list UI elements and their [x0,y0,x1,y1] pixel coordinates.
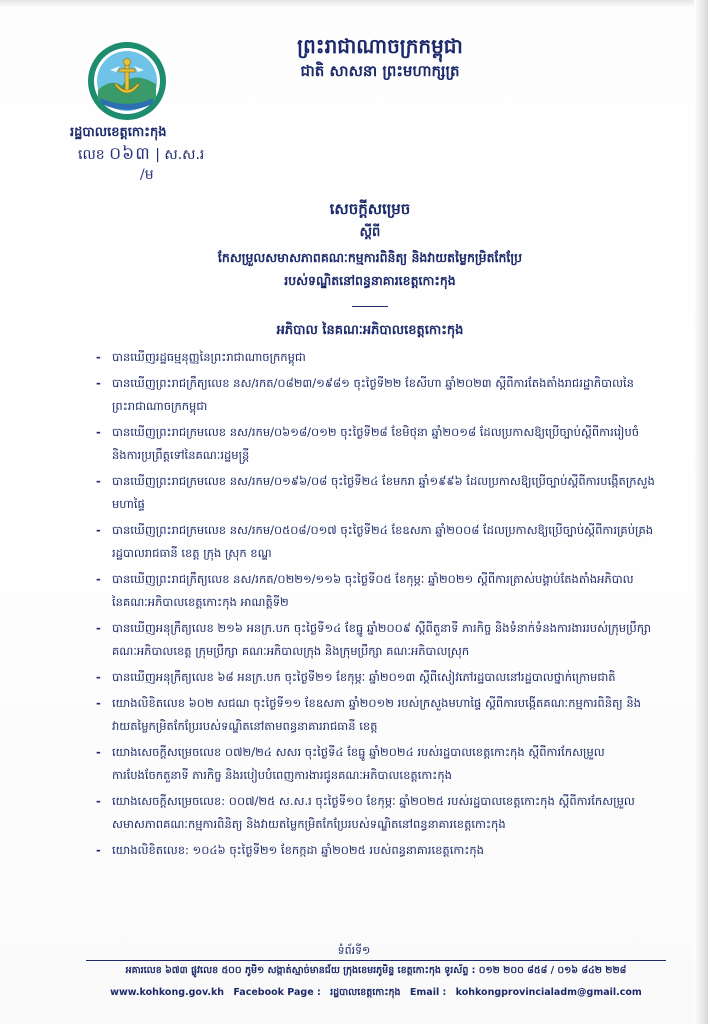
reference-handwritten-number: ០៦៣ [109,144,151,164]
governor-heading: អភិបាល នៃគណៈអភិបាលខេត្តកោះកុង [276,323,464,338]
list-item: - យោងលិខិតលេខ ៦០២ សជណ ចុះថ្ងៃទី១១ ខែឧសភា ឆ្នាំ២០១២ របស់ក្រសួងមហាផ្ទៃ ស្តីពីការបង្កើតគណៈកម្មការពិនិត្យ និងវាយតម្លៃកម្រិតកែប្រែរបស់ទណ្ឌិតនៅតាមពន្ធនាគាររាជធានី ខេត្ត [96,696,641,733]
handwritten-mark: /ម [140,167,154,183]
facebook-page-link[interactable]: រដ្ឋបាលខេត្តកោះកុង [330,987,401,998]
website-link[interactable]: www.kohkong.gov.kh [110,987,225,998]
list-item: - បានឃើញអនុក្រឹត្យលេខ ៦៨ អនក្រ.បក ចុះថ្ងៃទី២១ ខែកុម្ភៈ ឆ្នាំ២០១៣ ស្តីពីសៀវភៅរដ្ឋបាលនៅរដ្ឋបាលថ្នាក់ក្រោមជាតិ [96,670,616,684]
list-item: - បានឃើញព្រះរាជក្រឹត្យលេខ នស/រកត/០៨២៣/១៩៨១ ចុះថ្ងៃទី២២ ខែសីហា ឆ្នាំ២០២៣ ស្តីពីការតែងតាំងរាជរដ្ឋាភិបាលនៃព្រះរាជាណាចក្រកម្ពុជា [96,376,634,413]
kingdom-title: ព្រះរាជាណាចក្រកម្ពុជា [297,34,463,58]
reference-suffix: ស.ស.រ [164,147,205,163]
footer-divider [86,960,666,961]
footer-contacts [86,986,666,1000]
footer-address: អគារលេខ ៦៧៣ ផ្លូវលេខ ៥០០ ភូមិ១ សង្កាត់ស្មាច់មានជ័យ ក្រុងខេមរភូមិន្ទ ខេត្តកោះកុង ទូរស័ព្ទ : ០១២ ២០០ ៨៥៨ / ០១៦ ៨៤២ ២២៨ [125,965,627,976]
email-label: Email : [409,987,447,998]
list-item: - បានឃើញព្រះរាជក្រឹត្យលេខ នស/រកត/០២២១/១១៦ ចុះថ្ងៃទី០៥ ខែកុម្ភៈ ឆ្នាំ២០២១ ស្តីពីការត្រាស់បង្គាប់តែងតាំងអភិបាល នៃគណៈអភិបាលខេត្តកោះកុង អាណត្តិទី២ [96,572,634,609]
facebook-label: Facebook Page : [233,987,321,998]
reference-separator: | [155,147,160,163]
provincial-seal-logo-icon [86,40,168,122]
list-item: - បានឃើញព្រះរាជក្រមលេខ នស/រកម/០៥០៨/០១៧ ចុះថ្ងៃទី២៤ ខែឧសភា ឆ្នាំ២០០៨ ដែលប្រកាសឱ្យប្រើច្បាប់ស្តីពីការគ្រប់គ្រងរដ្ឋបាលរាជធានី ខេត្ត ក្រុង ស្រុក ខណ្ឌ [96,523,654,560]
list-item: - យោងសេចក្តីសម្រេចលេខ: ០០៧/២៥ ស.ស.រ ចុះថ្ងៃទី១០ ខែកុម្ភៈ ឆ្នាំ២០២៥ របស់រដ្ឋបាលខេត្តកោះកុង ស្តីពីការកែសម្រួលសមាសភាពគណៈកម្មការពិនិត្យ និងវាយតម្លៃកម្រិតកែប្រែរបស់ទណ្ឌិតនៅពន្ធនាគារខេត្តកោះកុង [96,794,635,831]
about-label: ស្តីពី [359,225,381,240]
reference-label: លេខ [78,147,105,163]
email-link[interactable]: kohkongprovincialadm@gmail.com [455,987,642,998]
title-divider [352,306,388,307]
list-item: - យោងសេចក្តីសម្រេចលេខ ០៧២/២៤ សសរ ចុះថ្ងៃទី៤ ខែធ្នូ ឆ្នាំ២០២៤ របស់រដ្ឋបាលខេត្តកោះកុង ស្តីពីការកែសម្រួល ការបែងចែកតួនាទី ភារកិច្ច និងរបៀបបំពេញការងារជូនគណៈអភិបាលខេត្តកោះកុង [96,745,605,782]
list-item: - បានឃើញអនុក្រឹត្យលេខ ២១៦ អនក្រ.បក ចុះថ្ងៃទី១៤ ខែធ្នូ ឆ្នាំ២០០៩ ស្តីពីតួនាទី ភារកិច្ច និងទំនាក់ទំនងការងាររបស់ក្រុមប្រឹក្សា គណៈអភិបាលខេត្ត ក្រុមប្រឹក្សា គណៈអភិបាលក្រុង និងក្រុមប្រឹក្សា គណៈអភិបាលស្រុក [96,621,652,658]
list-item: - បានឃើញព្រះរាជក្រមលេខ នស/រកម/០១៩៦/០៨ ចុះថ្ងៃទី២៤ ខែមករា ឆ្នាំ១៩៩៦ ដែលប្រកាសឱ្យប្រើច្បាប់ស្តីពីការបង្កើតក្រសួងមហាផ្ទៃ [96,474,655,511]
administration-name: រដ្ឋបាលខេត្តកោះកុង [70,125,167,140]
scan-shadow-right [694,0,708,1024]
subject-line-1: កែសម្រួលសមាសភាពគណៈកម្មការពិនិត្យ និងវាយតម្លៃកម្រិតកែប្រែ [217,250,523,265]
list-item: - យោងលិខិតលេខ: ១០៤៦ ចុះថ្ងៃទី២១ ខែកក្កដា ឆ្នាំ២០២៥ របស់ពន្ធនាគារខេត្តកោះកុង [96,843,484,857]
subject-line-2: របស់ទណ្ឌិតនៅពន្ធនាគារខេត្តកោះកុង [284,273,456,288]
list-item: - បានឃើញព្រះរាជក្រមលេខ នស/រកម/០៦១៨/០១២ ចុះថ្ងៃទី២៨ ខែមិថុនា ឆ្នាំ២០១៨ ដែលប្រកាសឱ្យប្រើច្បាប់ស្តីពីការរៀបចំ និងការប្រព្រឹត្តទៅនៃគណៈរដ្ឋមន្ត្រី [96,425,640,462]
national-motto: ជាតិ សាសនា ព្រះមហាក្សត្រ [300,62,460,80]
page-number: ទំព័រទី១ [337,944,371,957]
legal-references-list [96,346,656,865]
decision-title: សេចក្តីសម្រេច [329,200,411,218]
scan-shadow-top [0,0,708,8]
list-item: - បានឃើញរដ្ឋធម្មនុញ្ញនៃព្រះរាជាណាចក្រកម្ពុជា [96,350,306,364]
